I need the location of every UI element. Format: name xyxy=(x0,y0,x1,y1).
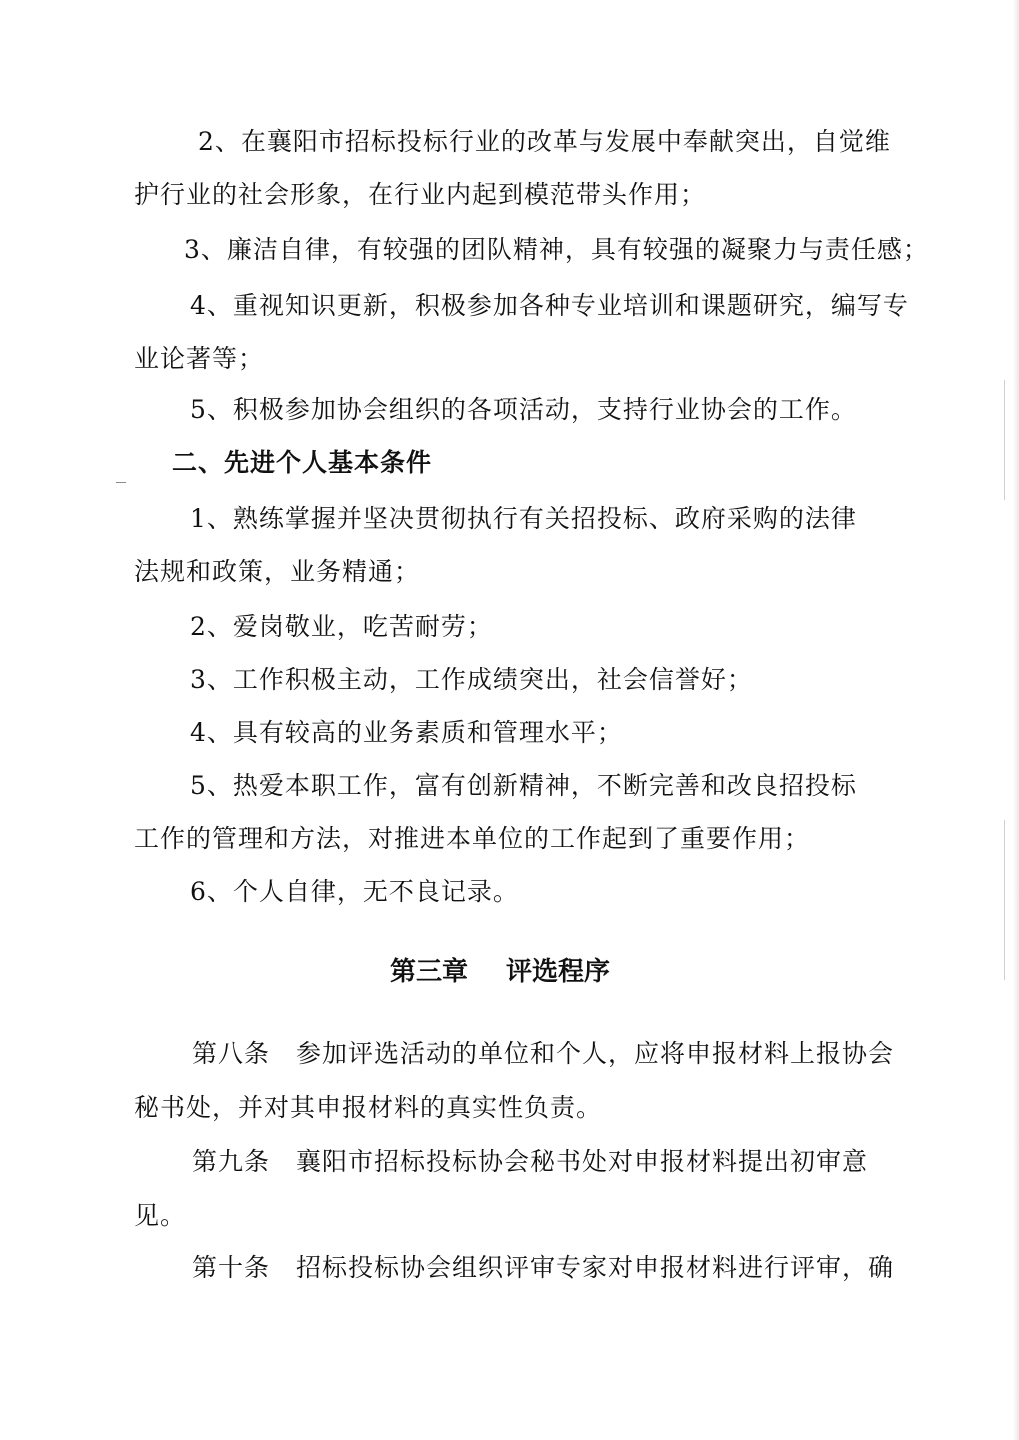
article-9-line-2: 见。 xyxy=(134,1201,187,1230)
chapter-number: 第三章 xyxy=(390,957,469,987)
individual-criterion-1-line-1: 1、熟练掌握并坚决贯彻执行有关招投标、政府采购的法律 xyxy=(190,504,857,533)
scan-speck xyxy=(116,482,126,483)
unit-criterion-4-line-1: 4、重视知识更新，积极参加各种专业培训和课题研究，编写专 xyxy=(190,291,909,320)
scan-edge-line xyxy=(1004,380,1005,500)
page-edge-shadow xyxy=(1013,0,1019,1440)
individual-criterion-6: 6、个人自律，无不良记录。 xyxy=(190,877,519,906)
article-10-line-1: 第十条 招标投标协会组织评审专家对申报材料进行评审，确 xyxy=(192,1253,895,1282)
individual-criterion-2: 2、爱岗敬业，吃苦耐劳； xyxy=(190,612,493,641)
unit-criterion-3: 3、廉洁自律，有较强的团队精神，具有较强的凝聚力与责任感； xyxy=(184,235,929,264)
individual-criterion-5-line-2: 工作的管理和方法，对推进本单位的工作起到了重要作用； xyxy=(134,824,811,853)
article-9-line-1: 第九条 襄阳市招标投标协会秘书处对申报材料提出初审意 xyxy=(192,1147,869,1176)
section-two-heading: 二、先进个人基本条件 xyxy=(172,448,433,477)
chapter-name: 评选程序 xyxy=(506,957,611,987)
unit-criterion-2-line-1: 2、在襄阳市招标投标行业的改革与发展中奉献突出，自觉维 xyxy=(198,127,891,156)
scan-edge-line xyxy=(1004,820,1005,980)
individual-criterion-4: 4、具有较高的业务素质和管理水平； xyxy=(190,718,623,747)
individual-criterion-3: 3、工作积极主动，工作成绩突出，社会信誉好； xyxy=(190,665,753,694)
individual-criterion-5-line-1: 5、热爱本职工作，富有创新精神，不断完善和改良招投标 xyxy=(190,771,857,800)
unit-criterion-2-line-2: 护行业的社会形象，在行业内起到模范带头作用； xyxy=(134,180,707,209)
unit-criterion-5: 5、积极参加协会组织的各项活动，支持行业协会的工作。 xyxy=(190,395,857,424)
individual-criterion-1-line-2: 法规和政策，业务精通； xyxy=(134,557,421,586)
article-8-line-1: 第八条 参加评选活动的单位和个人，应将申报材料上报协会 xyxy=(192,1039,895,1068)
article-8-line-2: 秘书处，并对其申报材料的真实性负责。 xyxy=(134,1093,603,1122)
unit-criterion-4-line-2: 业论著等； xyxy=(134,344,265,373)
